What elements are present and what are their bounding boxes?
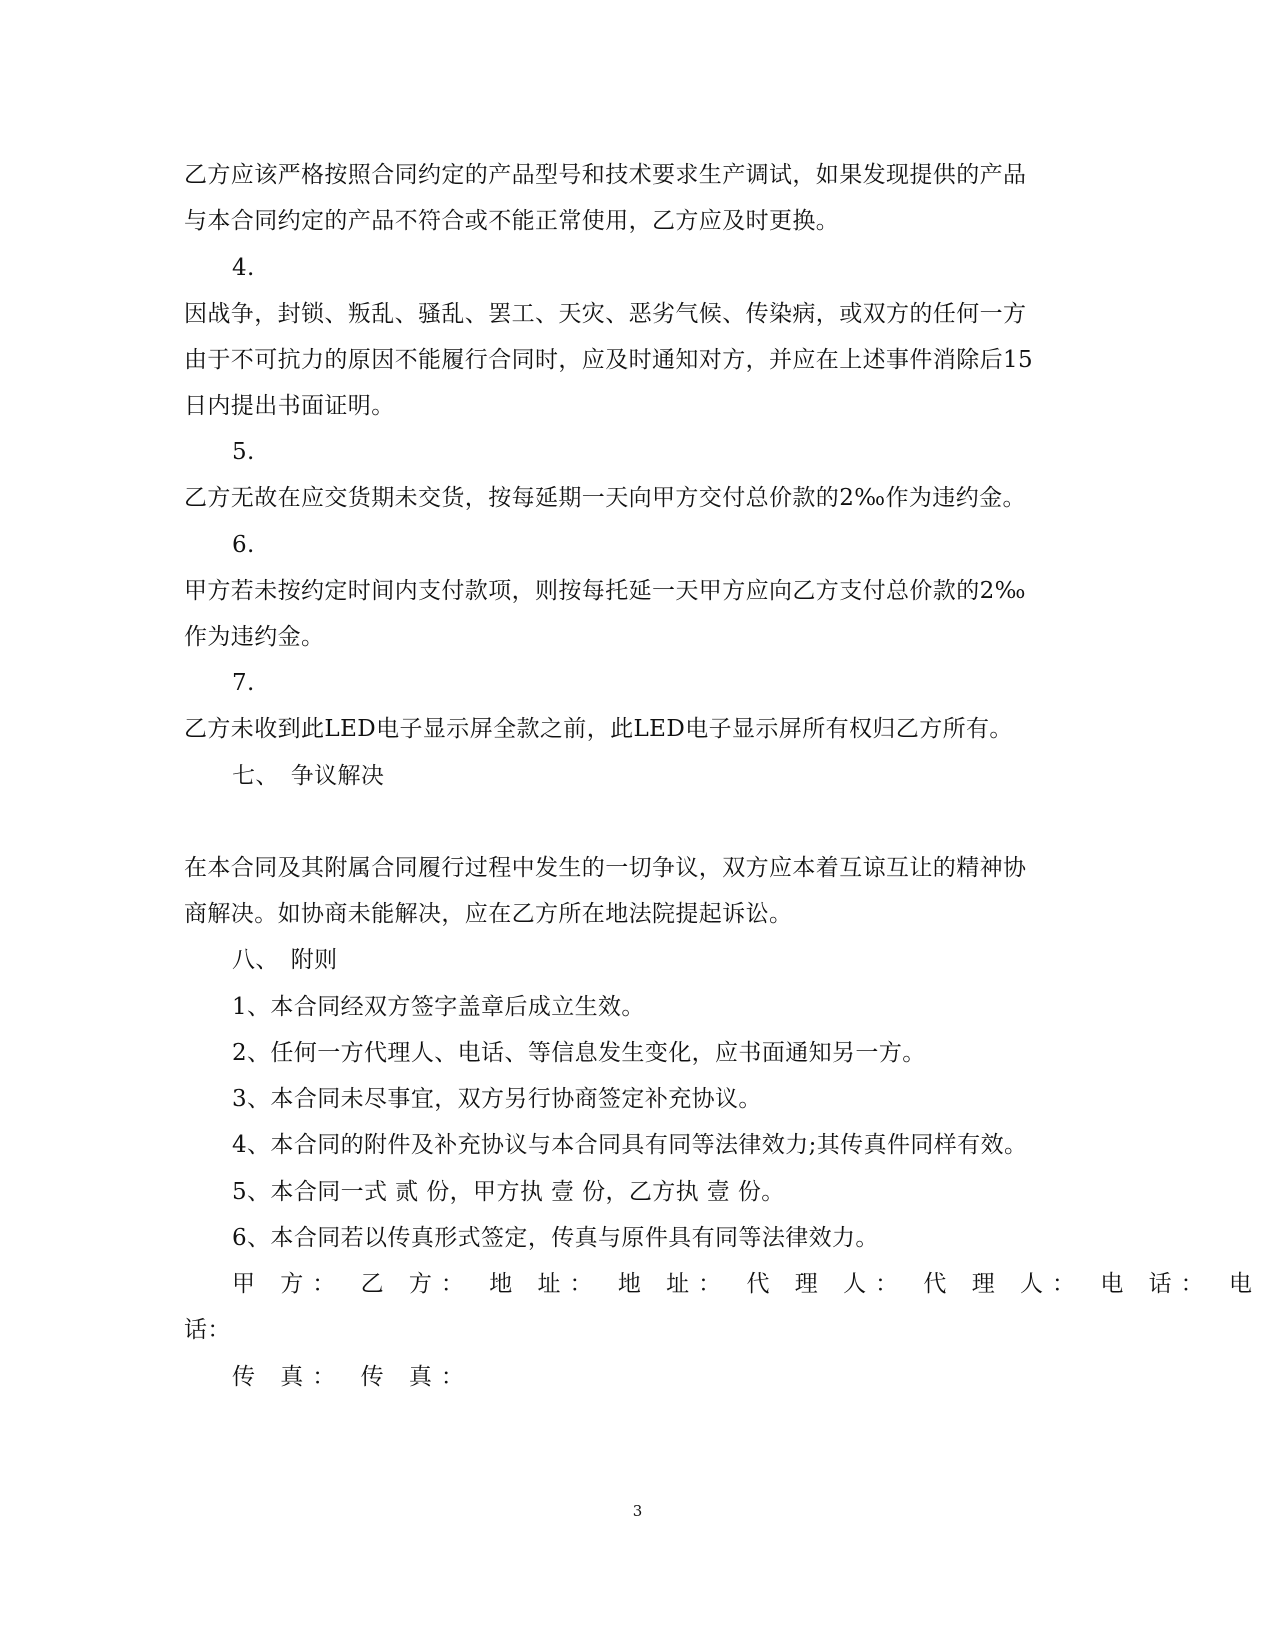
paragraph-line: 日内提出书面证明。: [184, 393, 395, 419]
list-item: 1、本合同经双方签字盖章后成立生效。: [232, 994, 645, 1020]
paragraph-line: 与本合同约定的产品不符合或不能正常使用，乙方应及时更换。: [184, 208, 840, 234]
list-item: 5、本合同一式 贰 份，甲方执 壹 份，乙方执 壹 份。: [232, 1179, 785, 1205]
paragraph-line: 乙方无故在应交货期未交货，按每延期一天向甲方交付总价款的2‰作为违约金。: [184, 485, 1026, 511]
clause-number: 6.: [232, 532, 255, 558]
list-item: 2、任何一方代理人、电话、等信息发生变化，应书面通知另一方。: [232, 1040, 926, 1066]
list-item: 4、本合同的附件及补充协议与本合同具有同等法律效力;其传真件同样有效。: [232, 1132, 1028, 1158]
clause-number: 5.: [232, 439, 255, 465]
list-item: 3、本合同未尽事宜，双方另行协商签定补充协议。: [232, 1086, 762, 1112]
paragraph-line: 乙方未收到此LED电子显示屏全款之前，此LED电子显示屏所有权归乙方所有。: [184, 716, 1013, 742]
paragraph-line: 作为违约金。: [184, 624, 325, 650]
signature-fields-line: 话：: [184, 1317, 231, 1343]
paragraph-line: 在本合同及其附属合同履行过程中发生的一切争议，双方应本着互谅互让的精神协: [184, 855, 1027, 881]
signature-fields-line: 甲 方： 乙 方： 地 址： 地 址： 代 理 人： 代 理 人： 电 话： 电: [232, 1271, 1261, 1297]
paragraph-line: 甲方若未按约定时间内支付款项，则按每托延一天甲方应向乙方支付总价款的2‰: [184, 578, 1026, 604]
list-item: 6、本合同若以传真形式签定，传真与原件具有同等法律效力。: [232, 1225, 879, 1251]
section-heading: 七、 争议解决: [232, 763, 385, 789]
section-heading: 八、 附则: [232, 947, 338, 973]
paragraph-line: 由于不可抗力的原因不能履行合同时，应及时通知对方，并应在上述事件消除后15: [184, 347, 1034, 373]
page-number: 3: [632, 1502, 643, 1520]
paragraph-line: 乙方应该严格按照合同约定的产品型号和技术要求生产调试，如果发现提供的产品: [184, 162, 1027, 188]
paragraph-line: 因战争，封锁、叛乱、骚乱、罢工、天灾、恶劣气候、传染病，或双方的任何一方: [184, 301, 1027, 327]
paragraph-line: 商解决。如协商未能解决，应在乙方所在地法院提起诉讼。: [184, 901, 793, 927]
clause-number: 7.: [232, 670, 255, 696]
clause-number: 4.: [232, 255, 255, 281]
fax-fields-line: 传 真： 传 真：: [232, 1364, 473, 1390]
